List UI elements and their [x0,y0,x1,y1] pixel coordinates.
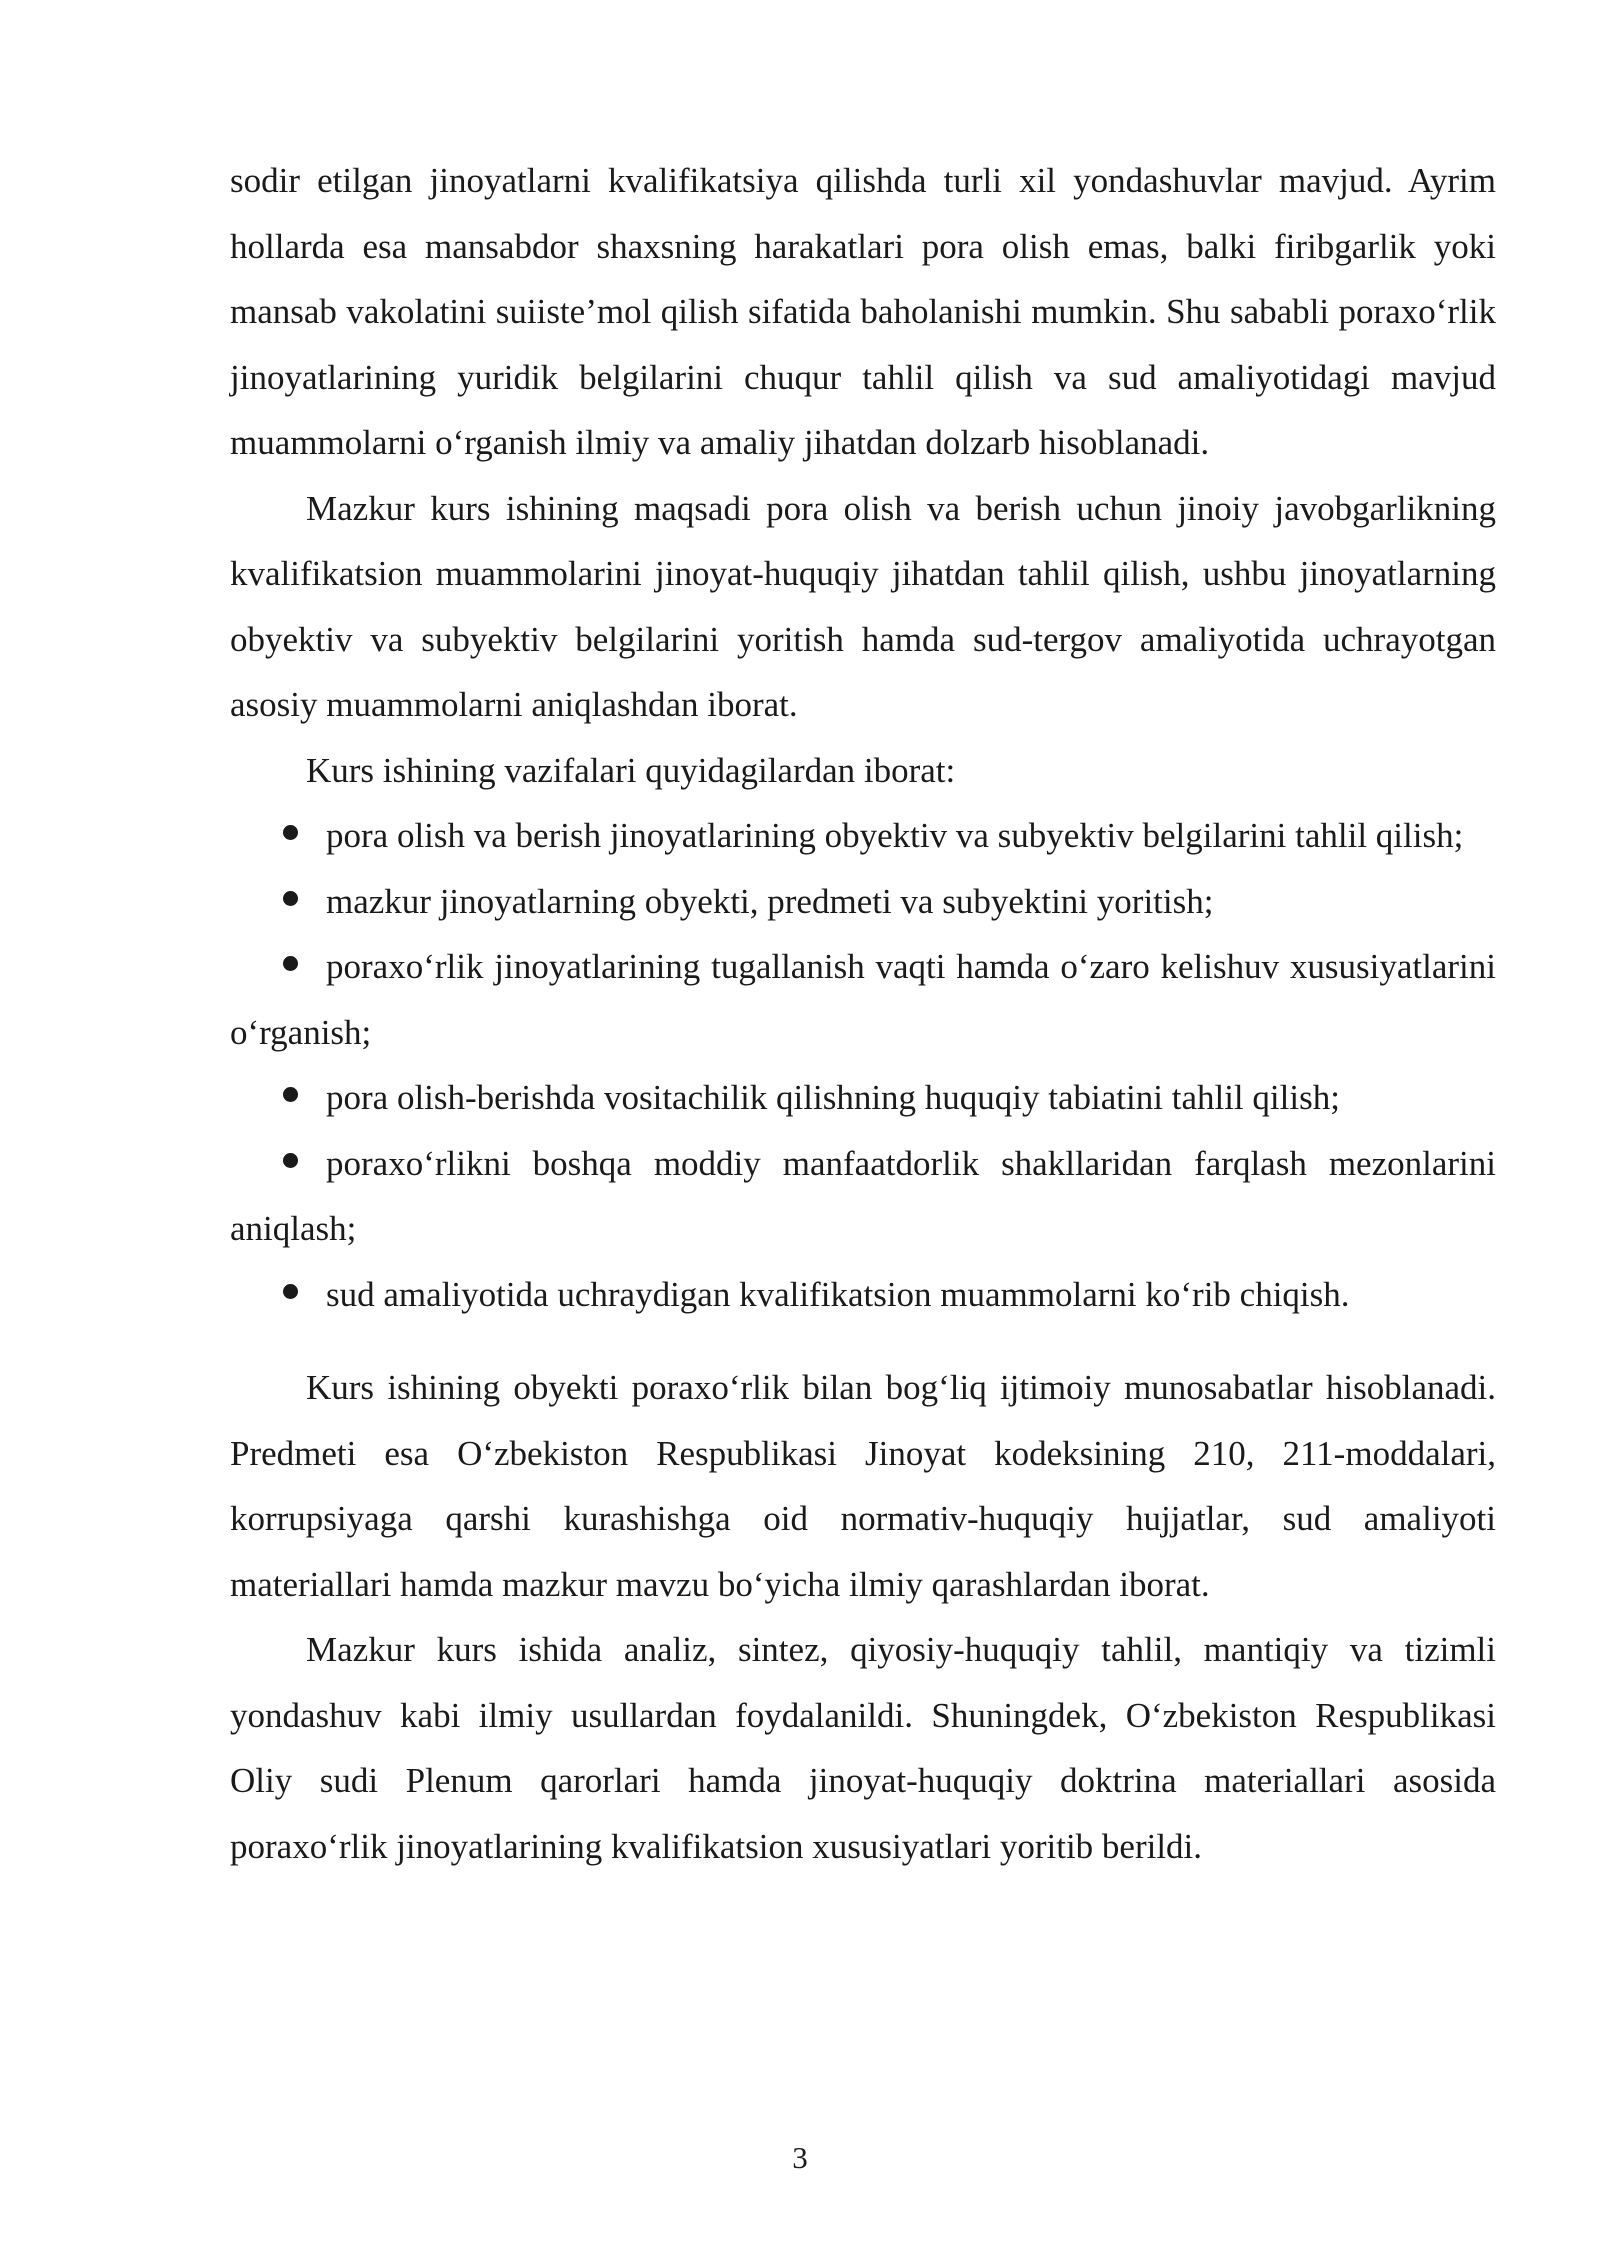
paragraph-methods: Mazkur kurs ishida analiz, sintez, qiyosiy-huquqiy tahlil, mantiqiy va tizimli yondashuv kabi ilmiy usullardan foydalanildi. Shuningdek, O‘zbekiston Respublikasi Oliy sudi Plenum qarorlari hamda jinoyat-huquqiy doktrina materiallari asosida poraxo‘rlik jinoyatlarining kvalifikatsion xususiyatlari yoritib berildi. [230,1630,1496,1866]
page-number: 3 [792,2140,808,2175]
list-item-text: pora olish-berishda vositachilik qilishning huquqiy tabiatini tahlil qilish; [326,1078,1340,1117]
list-item [230,1065,1496,1131]
paragraph-tasks-heading: Kurs ishining vazifalari quyidagilardan iborat: [306,750,956,790]
list-item [230,869,1496,935]
document-page [230,148,1496,1879]
tasks-list [230,803,1496,1327]
paragraph-spacer [230,1327,1496,1355]
list-item-text: poraxo‘rlikni boshqa moddiy manfaatdorlik shakllaridan farqlash mezonlarini aniqlash; [230,1143,1496,1248]
list-item [230,1131,1496,1262]
paragraph-purpose: Mazkur kurs ishining maqsadi pora olish va berish uchun jinoiy javobgarlikning kvalifikatsion muammolarini jinoyat-huquqiy jihatdan tahlil qilish, ushbu jinoyatlarning obyektiv va subyektiv belgilarini yoritish hamda sud-tergov amaliyotida uchrayotgan asosiy muammolarni aniqlashdan iborat. [230,488,1496,724]
list-item [230,1262,1496,1328]
list-item-text: pora olish va berish jinoyatlarining obyektiv va subyektiv belgilarini tahlil qilish; [326,816,1464,855]
list-item-text: sud amaliyotida uchraydigan kvalifikatsion muammolarni ko‘rib chiqish. [326,1274,1350,1314]
paragraph-object-subject: Kurs ishining obyekti poraxo‘rlik bilan bog‘liq ijtimoiy munosabatlar hisoblanadi. Predmeti esa O‘zbekiston Respublikasi Jinoyat kodeksining 210, 211-moddalari, korrupsiyaga qarshi kurashishga oid normativ-huquqiy hujjatlar, sud amaliyoti materiallari hamda mazkur mavzu bo‘yicha ilmiy qarashlardan iborat. [230,1368,1496,1604]
list-item [230,934,1496,1065]
list-item [230,803,1496,869]
list-item-text: poraxo‘rlik jinoyatlarining tugallanish vaqti hamda o‘zaro kelishuv xususiyatlarini o‘rganish; [230,947,1496,1052]
paragraph-intro-continuation: sodir etilgan jinoyatlarni kvalifikatsiya qilishda turli xil yondashuvlar mavjud. Ayrim hollarda esa mansabdor shaxsning harakatlari pora olish emas, balki firibgarlik yoki mansab vakolatini suiiste’mol qilish sifatida baholanishi mumkin. Shu sababli poraxo‘rlik jinoyatlarining yuridik belgilarini chuqur tahlil qilish va sud amaliyotidagi mavjud muammolarni o‘rganish ilmiy va amaliy jihatdan dolzarb hisoblanadi. [230,161,1496,462]
list-item-text: mazkur jinoyatlarning obyekti, predmeti va subyektini yoritish; [326,881,1214,921]
